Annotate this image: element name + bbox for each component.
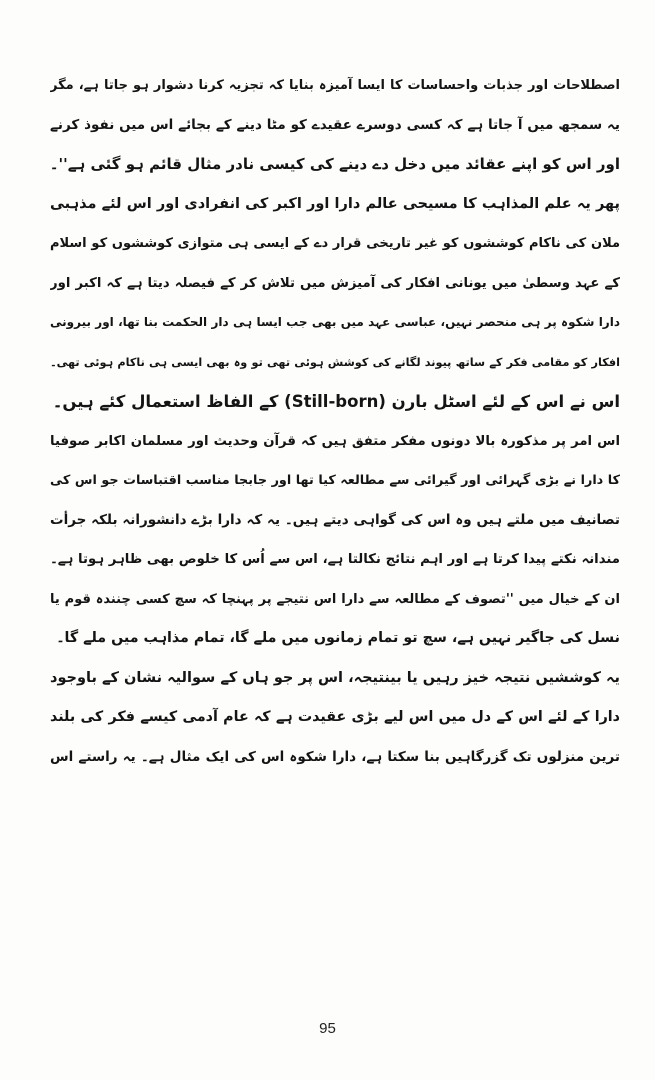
text-line-2: یہ سمجھ میں آ جاتا ہے کہ کسی دوسرے عقیدے کو مٹا دینے کے بجائے اس میں نفوذ کرنے (50, 116, 620, 133)
page-number: 95 (319, 1020, 336, 1037)
text-line-3: اور اس کو اپنے عقائد میں دخل دے دینے کی کیسی نادر مثال قائم ہو گئی ہے''۔ (50, 155, 620, 173)
text-line-10: اس امر پر مذکورہ بالا دونوں مفکر متفق ہیں کہ قرآن وحدیث اور مسلمان اکابر صوفیا (50, 433, 620, 449)
text-line-8: افکار کو مقامی فکر کے ساتھ پیوند لگانے کی کوشش ہوئی تھی تو وہ بھی ایسی ہی ناکام ہوئی تھی۔ (50, 355, 620, 369)
text-line-12: تصانیف میں ملتے ہیں وہ اس کی گواہی دیتے ہیں۔ یہ کہ دارا بڑے دانشورانہ بلکہ جرأت (50, 511, 620, 528)
text-line-11: کا دارا نے بڑی گہرائی اور گیرائی سے مطالعہ کیا تھا اور جابجا مناسب اقتباسات جو اس کی (50, 473, 620, 488)
text-line-15: نسل کی جاگیر نہیں ہے، سچ تو تمام زمانوں میں ملے گا، تمام مذاہب میں ملے گا۔ (56, 630, 620, 646)
text-line-18: ترین منزلوں تک گزرگاہیں بنا سکتا ہے، دارا شکوہ اس کی ایک مثال ہے۔ یہ راستے اس (50, 748, 620, 765)
text-line-16: یہ کوششیں نتیجہ خیز رہیں یا بینتیجہ، اس پر جو ہاں کے سوالیہ نشان کے باوجود (50, 669, 620, 686)
text-line-6: کے عہد وسطیٰ میں یونانی افکار کی آمیزش میں تلاش کر کے فیصلہ دیتا ہے کہ اکبر اور (50, 275, 620, 291)
urdu-text-body (50, 66, 620, 777)
text-line-1: اصطلاحات اور جذبات واحساسات کا ایسا آمیزہ بنایا کہ تجزیہ کرنا دشوار ہو جاتا ہے، مگر (50, 78, 620, 93)
text-line-4: پھر یہ علم المذاہب کا مسیحی عالم دارا اور اکبر کی انفرادی اور اس لئے مذہبی (50, 195, 620, 212)
text-line-5: ملان کی ناکام کوششوں کو غیر تاریخی قرار دے کے ایسی ہی متوازی کوششوں کو اسلام (50, 236, 620, 251)
text-line-9: اس نے اس کے لئے اسٹل بارن (Still-born) کے الفاظ استعمال کئے ہیں۔ (52, 392, 620, 411)
text-line-7: دارا شکوہ پر ہی منحصر نہیں، عباسی عہد میں بھی جب ایسا ہی دار الحکمت بنا تھا، اور بیرونی (50, 315, 620, 329)
text-line-14: ان کے خیال میں ''تصوف کے مطالعہ سے دارا اس نتیجے پر پہنچا کہ سچ کسی چنندہ قوم یا (50, 591, 620, 607)
text-line-17: دارا کے لئے اس کے دل میں اس لیے بڑی عقیدت ہے کہ عام آدمی کیسے فکر کی بلند (50, 709, 620, 725)
text-line-13: مندانہ نکتے پیدا کرتا ہے اور اہم نتائج نکالتا ہے، اس سے اُس کا خلوص بھی ظاہر ہوتا ہے۔ (50, 552, 620, 567)
